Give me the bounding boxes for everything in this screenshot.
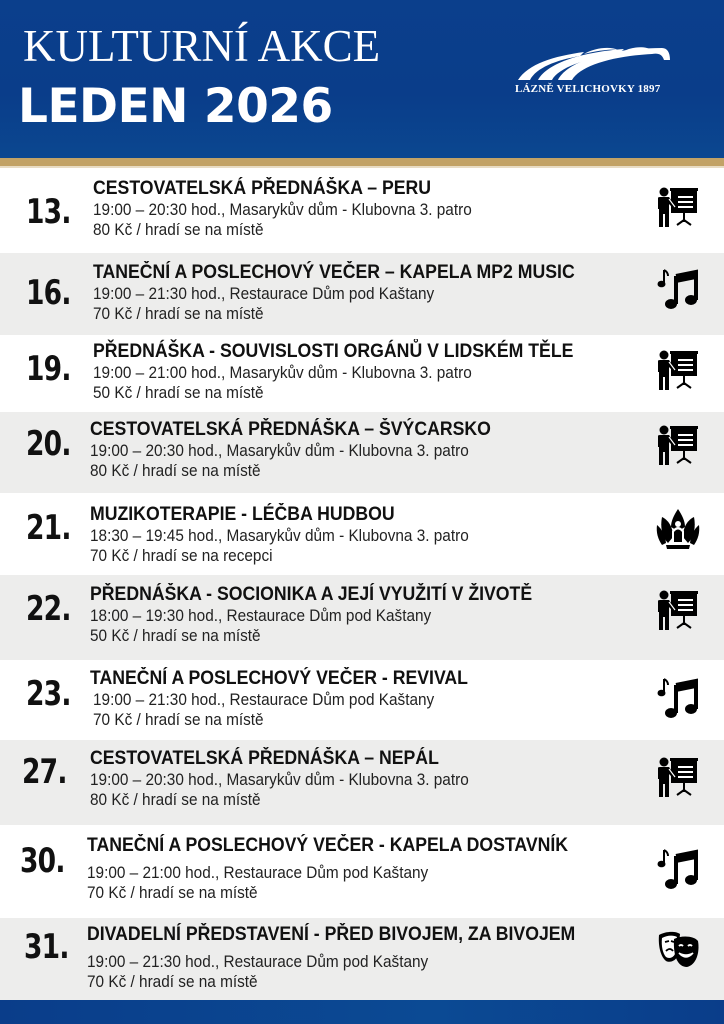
- page-subtitle-month: LEDEN 2026: [18, 79, 333, 134]
- event-details: [93, 178, 500, 240]
- event-time-place: 19:00 – 20:30 hod., Masarykův dům - Klubovna 3. patro: [90, 442, 469, 460]
- event-details: [90, 584, 565, 646]
- event-details: [87, 835, 604, 903]
- event-day: 27.: [22, 752, 67, 792]
- event-title: PŘEDNÁŠKA - SOUVISLOSTI ORGÁNŮ V LIDSKÉM TĚLE: [93, 341, 574, 362]
- spa-logo: [512, 46, 674, 100]
- event-day: 16.: [26, 273, 71, 313]
- event-day: 31.: [24, 927, 69, 967]
- event-day: 20.: [26, 424, 71, 464]
- event-price: 70 Kč / hradí se na místě: [87, 973, 258, 991]
- music-notes-icon: [652, 674, 704, 720]
- event-day: 19.: [26, 349, 71, 389]
- event-time-place: 19:00 – 21:30 hod., Restaurace Dům pod Kaštany: [87, 953, 429, 971]
- event-title: CESTOVATELSKÁ PŘEDNÁŠKA – PERU: [93, 178, 432, 199]
- lecture-icon: [652, 754, 704, 800]
- event-price: 70 Kč / hradí se na recepci: [90, 547, 273, 565]
- event-price: 80 Kč / hradí se na místě: [90, 462, 261, 480]
- event-time-place: 18:30 – 19:45 hod., Masarykův dům - Klubovna 3. patro: [90, 527, 469, 545]
- logo-waves-icon: [514, 46, 672, 82]
- event-row: [0, 412, 724, 493]
- event-time-place: 19:00 – 21:00 hod., Restaurace Dům pod Kaštany: [87, 864, 429, 882]
- event-row: [0, 335, 724, 412]
- event-price: 70 Kč / hradí se na místě: [87, 884, 258, 902]
- event-price: 50 Kč / hradí se na místě: [93, 384, 264, 402]
- event-title: PŘEDNÁŠKA - SOCIONIKA A JEJÍ VYUŽITÍ V ŽIVOTĚ: [90, 584, 533, 605]
- event-title: MUZIKOTERAPIE - LÉČBA HUDBOU: [90, 504, 395, 525]
- lecture-icon: [652, 184, 704, 230]
- event-time-place: 19:00 – 21:00 hod., Masarykův dům - Klubovna 3. patro: [93, 364, 472, 382]
- logo-text: LÁZNĚ VELICHOVKY 1897: [515, 83, 661, 95]
- event-details: [93, 341, 610, 403]
- lecture-icon: [652, 422, 704, 468]
- event-day: 30.: [20, 841, 65, 881]
- event-day: 21.: [26, 508, 71, 548]
- event-row: [0, 918, 724, 1000]
- event-details: [90, 668, 496, 730]
- event-row: [0, 575, 724, 660]
- lecture-icon: [652, 587, 704, 633]
- event-time-place: 19:00 – 21:30 hod., Restaurace Dům pod Kaštany: [93, 285, 435, 303]
- theater-masks-icon: [652, 926, 704, 972]
- event-details: [90, 419, 521, 481]
- event-time-place: 18:00 – 19:30 hod., Restaurace Dům pod Kaštany: [90, 607, 432, 625]
- event-row: [0, 740, 724, 825]
- page-title: KULTURNÍ AKCE: [23, 21, 381, 71]
- event-time-place: 19:00 – 20:30 hod., Masarykův dům - Klubovna 3. patro: [93, 201, 472, 219]
- event-title: TANEČNÍ A POSLECHOVÝ VEČER - KAPELA DOSTAVNÍK: [87, 835, 569, 856]
- event-details: [87, 924, 612, 992]
- event-details: [90, 504, 497, 566]
- event-price: 50 Kč / hradí se na místě: [90, 627, 261, 645]
- event-day: 13.: [26, 192, 71, 232]
- event-title: CESTOVATELSKÁ PŘEDNÁŠKA – NEPÁL: [90, 748, 439, 769]
- event-day: 23.: [26, 674, 71, 714]
- music-notes-icon: [652, 845, 704, 891]
- music-notes-icon: [652, 265, 704, 311]
- lotus-meditation-icon: [652, 507, 704, 553]
- event-price: 80 Kč / hradí se na místě: [93, 221, 264, 239]
- footer-bar: [0, 1000, 724, 1024]
- event-row: [0, 168, 724, 253]
- lecture-icon: [652, 347, 704, 393]
- event-details: [93, 262, 611, 324]
- event-day: 22.: [26, 589, 71, 629]
- event-row: [0, 825, 724, 918]
- gold-divider: [0, 158, 724, 168]
- event-price: 70 Kč / hradí se na místě: [93, 305, 264, 323]
- event-time-place: 19:00 – 20:30 hod., Masarykův dům - Klubovna 3. patro: [90, 771, 469, 789]
- event-price: 80 Kč / hradí se na místě: [90, 791, 261, 809]
- event-details: [90, 748, 497, 810]
- event-title: DIVADELNÍ PŘEDSTAVENÍ - PŘED BIVOJEM, ZA BIVOJEM: [87, 924, 576, 945]
- event-row: [0, 253, 724, 335]
- event-title: TANEČNÍ A POSLECHOVÝ VEČER - REVIVAL: [90, 668, 468, 689]
- event-row: [0, 660, 724, 740]
- event-title: TANEČNÍ A POSLECHOVÝ VEČER – KAPELA MP2 MUSIC: [93, 262, 575, 283]
- event-title: CESTOVATELSKÁ PŘEDNÁŠKA – ŠVÝCARSKO: [90, 419, 491, 440]
- event-row: [0, 493, 724, 575]
- header-banner: [0, 0, 724, 158]
- event-price: 70 Kč / hradí se na místě: [93, 711, 264, 729]
- event-time-place: 19:00 – 21:30 hod., Restaurace Dům pod Kaštany: [93, 691, 435, 709]
